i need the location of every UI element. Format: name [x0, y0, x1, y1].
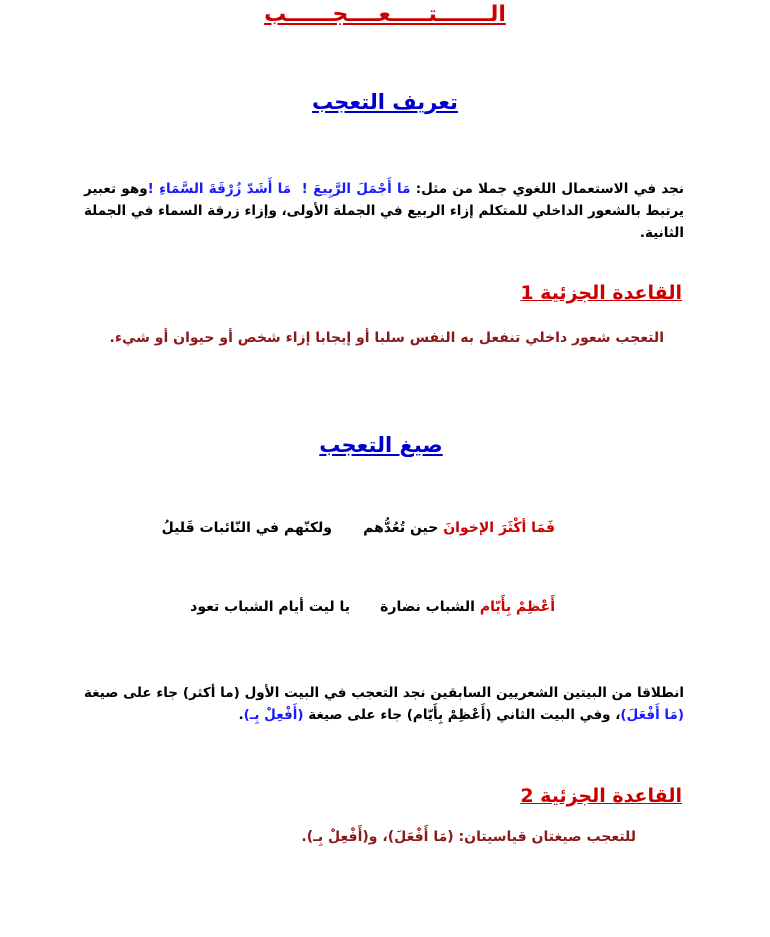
- rule-2-heading: القاعدة الجزئية 2: [520, 785, 682, 807]
- definition-heading: تعريف التعجب: [312, 90, 458, 114]
- analysis-text-3: .: [238, 707, 244, 723]
- rule-1-heading: القاعدة الجزئية 1: [520, 282, 682, 304]
- rule-2-text-2: ، و: [368, 829, 388, 845]
- definition-example-2: مَا أَشَدّ زُرْقَةَ السَّمَاءِ !: [147, 181, 292, 197]
- definition-paragraph: [84, 178, 684, 244]
- rule-2-text-3: .: [301, 829, 307, 845]
- verse-2-first-hemistich: [380, 599, 555, 615]
- definition-text-end: وهو تعبير: [84, 181, 148, 197]
- verse-1-exclamation: فَمَا أكْثَرَ الإخوانَ: [443, 520, 555, 536]
- definition-text-start: نجد في الاستعمال اللغوي جملا من مثل:: [410, 181, 684, 197]
- analysis-text-1: انطلاقا من البيتين الشعريين السابقين نجد التعجب في البيت الأول (ما أكثر) جاء على صيغة: [84, 685, 684, 701]
- verse-1-first-rest: حين تُعُدُّهم: [363, 520, 444, 536]
- forms-heading: صيغ التعجب: [319, 433, 443, 457]
- definition-text-line2: يرتبط بالشعور الداخلي للمتكلم إزاء الربيع في الجملة الأولى، وإزاء زرقة السماء في الجملة الثانية.: [84, 203, 684, 241]
- definition-example-1: مَا أَجْمَلَ الرَّبِيعَ !: [301, 181, 411, 197]
- rule-2-text-1: للتعجب صيغتان قياسيتان:: [453, 829, 636, 845]
- rule-2-form-1: (مَا أَفْعَلَ): [387, 829, 454, 845]
- analysis-paragraph: [84, 682, 684, 726]
- analysis-text-2: ، وفي البيت الثاني (أَعْظِمْ بِأَيّام) جاء على صيغة: [303, 707, 621, 723]
- page-title: الـــــــتـــــعــــجــــــب: [264, 2, 506, 27]
- rule-1-text: التعجب شعور داخلي تنفعل به النفس سلبا أو إيجابا إزاء شخص أو حيوان أو شيء.: [109, 330, 664, 346]
- verse-1-second-hemistich: ولكنّهم في النّائبات قَليلُ: [161, 520, 332, 536]
- verse-2-exclamation: أَعْظِمْ بِأَيّام: [479, 599, 555, 615]
- verse-2-second-hemistich: يا ليت أيام الشباب تعود: [190, 599, 350, 615]
- analysis-form-1: (مَا أَفْعَلَ): [620, 707, 684, 723]
- rule-2-form-2: (أَفْعِلْ بِـ): [306, 829, 369, 845]
- rule-2-text: [301, 829, 636, 845]
- verse-1-first-hemistich: [363, 520, 555, 536]
- verse-2-first-rest: الشباب نضارة: [380, 599, 480, 615]
- analysis-form-2: (أَفْعِلْ بِـ): [243, 707, 304, 723]
